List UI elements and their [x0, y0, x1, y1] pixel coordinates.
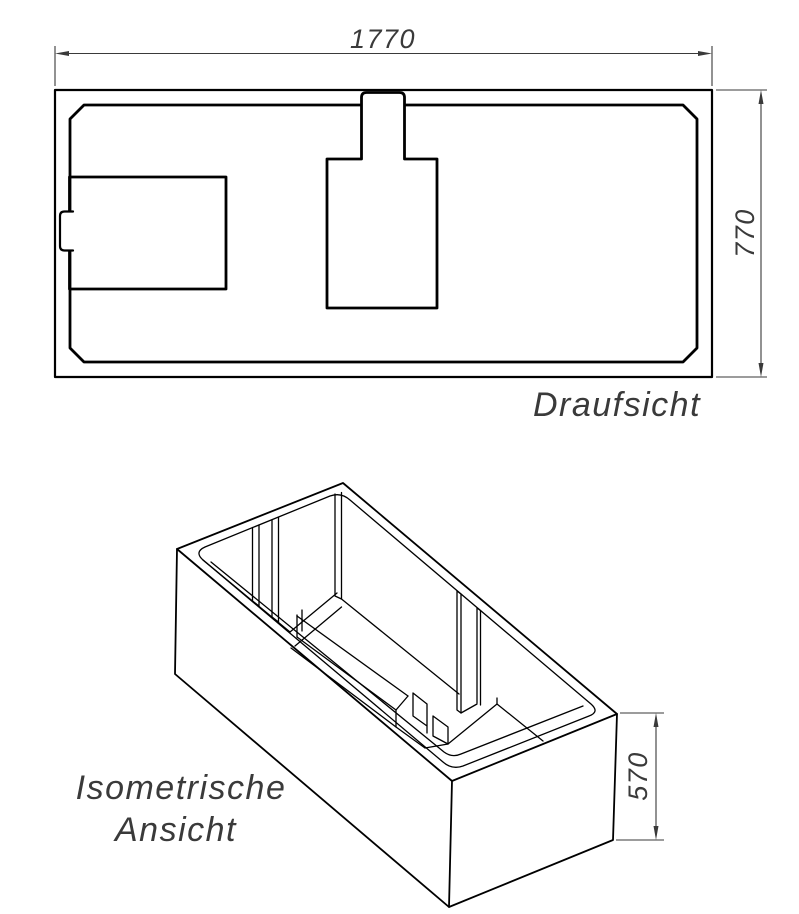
iso-center-ribs [457, 591, 543, 741]
arrowhead-up-icon [654, 713, 659, 727]
dimension-770 [716, 90, 767, 377]
iso-outer-box [175, 483, 617, 907]
iso-back-rib [335, 493, 342, 600]
iso-view-label-line2: Ansicht [115, 811, 237, 849]
arrowhead-left-icon [55, 51, 69, 56]
top-view-left-tab [60, 212, 73, 251]
iso-floor-fillet-contour [211, 562, 583, 756]
iso-bench [291, 599, 459, 748]
iso-drain-steps [413, 693, 497, 748]
dimension-570 [616, 713, 664, 840]
iso-view-label-line1: Isometrische [75, 769, 287, 807]
top-view-center-cutout [327, 93, 437, 309]
dimension-770-value: 770 [730, 208, 760, 258]
dimension-1770 [55, 24, 712, 86]
arrowhead-up-icon [759, 90, 764, 104]
dimension-570-value: 570 [623, 751, 653, 801]
top-view-drawing [55, 24, 767, 424]
dimension-1770-value: 1770 [349, 24, 417, 54]
arrowhead-down-icon [654, 826, 659, 840]
isometric-view-drawing [76, 483, 664, 907]
arrowhead-down-icon [759, 363, 764, 377]
top-view-label: Draufsicht [532, 386, 702, 424]
top-view-left-support-rectangle [70, 177, 227, 289]
arrowhead-right-icon [698, 51, 712, 56]
